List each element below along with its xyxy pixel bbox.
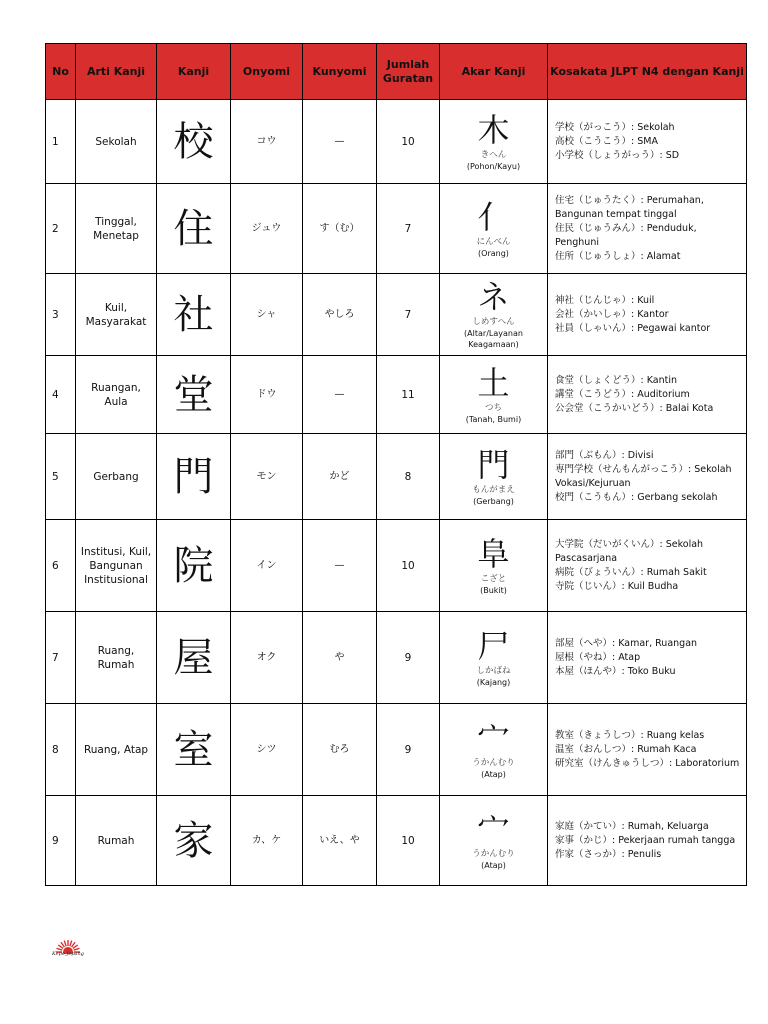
cell-no: 8 — [46, 704, 76, 796]
cell-jumlah: 8 — [377, 434, 440, 520]
cell-onyomi: カ、ケ — [231, 796, 303, 886]
cell-jumlah: 9 — [377, 612, 440, 704]
vocab-entry: 校門（こうもん）: Gerbang sekolah — [555, 491, 718, 503]
vocab-entry: 教室（きょうしつ）: Ruang kelas — [555, 729, 705, 741]
cell-kunyomi: やしろ — [303, 274, 377, 356]
vocab-entry: 作家（さっか）: Penulis — [555, 848, 662, 860]
akar-char: 亻 — [477, 197, 510, 236]
cell-kanji: 門 — [157, 434, 231, 520]
cell-akar — [440, 612, 548, 704]
header-kanji: Kanji — [157, 44, 231, 100]
akar-arti: (Orang) — [478, 248, 509, 258]
akar-char: 門 — [477, 445, 510, 484]
cell-arti: Rumah — [76, 796, 157, 886]
cell-onyomi: コウ — [231, 100, 303, 184]
cell-kosakata — [548, 356, 747, 434]
table-row — [46, 520, 747, 612]
cell-no: 4 — [46, 356, 76, 434]
cell-onyomi: シツ — [231, 704, 303, 796]
header-kunyomi: Kunyomi — [303, 44, 377, 100]
sun-ray — [57, 948, 63, 950]
cell-kanji: 室 — [157, 704, 231, 796]
cell-onyomi: ドウ — [231, 356, 303, 434]
table-row — [46, 612, 747, 704]
akar-arti: (Altar/Layanan Keagamaan) — [464, 329, 523, 349]
header-no: No — [46, 44, 76, 100]
vocab-entry: 公会堂（こうかいどう）: Balai Kota — [555, 402, 714, 414]
cell-kosakata — [548, 434, 747, 520]
cell-no: 9 — [46, 796, 76, 886]
cell-jumlah: 11 — [377, 356, 440, 434]
vocab-entry: 部門（ぶもん）: Divisi — [555, 449, 654, 461]
vocab-entry: 食堂（しょくどう）: Kantin — [555, 374, 678, 386]
cell-akar — [440, 274, 548, 356]
cell-no: 7 — [46, 612, 76, 704]
vocab-entry: 神社（じんじゃ）: Kuil — [555, 294, 655, 306]
header-akar: Akar Kanji — [440, 44, 548, 100]
cell-akar — [440, 434, 548, 520]
cell-onyomi: シャ — [231, 274, 303, 356]
cell-jumlah: 10 — [377, 520, 440, 612]
akar-reading: うかんむり — [472, 757, 515, 768]
cell-arti: Institusi, Kuil, Bangunan Institusional — [76, 520, 157, 612]
akar-char: ネ — [477, 278, 510, 316]
vocab-entry: 高校（こうこう）: SMA — [555, 135, 658, 147]
vocab-entry: 住民（じゅうみん）: Penduduk, Penghuni — [555, 222, 697, 248]
cell-kosakata — [548, 796, 747, 886]
cell-kunyomi: す（む） — [303, 184, 377, 274]
akar-char: 木 — [477, 110, 510, 149]
cell-kosakata — [548, 100, 747, 184]
cell-kanji: 院 — [157, 520, 231, 612]
header-onyomi: Onyomi — [231, 44, 303, 100]
akar-arti: (Gerbang) — [473, 496, 514, 506]
cell-kunyomi: — — [303, 520, 377, 612]
cell-arti: Ruangan, Aula — [76, 356, 157, 434]
table-row — [46, 704, 747, 796]
cell-kosakata — [548, 274, 747, 356]
cell-arti: Sekolah — [76, 100, 157, 184]
cell-akar — [440, 100, 548, 184]
cell-jumlah: 7 — [377, 184, 440, 274]
cell-kunyomi: — — [303, 356, 377, 434]
table-row — [46, 434, 747, 520]
sun-ray — [64, 941, 66, 947]
cell-kanji: 家 — [157, 796, 231, 886]
table-row — [46, 356, 747, 434]
vocab-entry: 家庭（かてい）: Rumah, Keluarga — [555, 820, 709, 832]
cell-onyomi: イン — [231, 520, 303, 612]
cell-kunyomi: — — [303, 100, 377, 184]
vocab-entry: 寺院（じいん）: Kuil Budha — [555, 580, 679, 592]
header-row — [46, 44, 747, 100]
vocab-entry: 部屋（へや）: Kamar, Ruangan — [555, 637, 698, 649]
akar-reading: つち — [484, 402, 502, 413]
cell-no: 2 — [46, 184, 76, 274]
vocab-entry: 小学校（しょうがっう）: SD — [555, 149, 680, 161]
cell-kanji: 住 — [157, 184, 231, 274]
vocab-entry: 会社（かいしゃ）: Kantor — [555, 308, 669, 320]
vocab-entry: 病院（びょういん）: Rumah Sakit — [555, 566, 707, 578]
cell-no: 6 — [46, 520, 76, 612]
header-kosakata: Kosakata JLPT N4 dengan Kanji — [548, 44, 747, 100]
cell-arti: Gerbang — [76, 434, 157, 520]
cell-kanji: 屋 — [157, 612, 231, 704]
cell-kanji: 校 — [157, 100, 231, 184]
akar-reading: しかばね — [476, 665, 511, 676]
cell-kunyomi: いえ、や — [303, 796, 377, 886]
cell-onyomi: ジュウ — [231, 184, 303, 274]
cell-kosakata — [548, 184, 747, 274]
table-row — [46, 100, 747, 184]
sun-ray — [70, 941, 72, 947]
vocab-entry: 屋根（やね）: Atap — [555, 651, 641, 663]
cell-akar — [440, 520, 548, 612]
cell-kanji: 社 — [157, 274, 231, 356]
akar-arti: (Kajang) — [476, 677, 511, 687]
akar-reading: もんがまえ — [472, 484, 515, 495]
cell-kunyomi: むろ — [303, 704, 377, 796]
akar-reading: うかんむり — [472, 848, 515, 859]
vocab-entry: 大学院（だいがくいん）: Sekolah Pascasarjana — [555, 538, 704, 564]
akar-arti: (Atap) — [481, 860, 506, 870]
cell-kanji: 堂 — [157, 356, 231, 434]
cell-jumlah: 10 — [377, 100, 440, 184]
logo — [50, 938, 86, 964]
vocab-entry: 温室（おんしつ）: Rumah Kaca — [555, 743, 697, 755]
vocab-entry: 専門学校（せんもんがっこう）: Sekolah Vokasi/Kejuruan — [555, 463, 732, 489]
akar-reading: きへん — [480, 149, 507, 160]
vocab-entry: 講堂（こうどう）: Auditorium — [555, 388, 690, 400]
akar-arti: (Pohon/Kayu) — [466, 161, 521, 171]
cell-jumlah: 10 — [377, 796, 440, 886]
vocab-entry: 社員（しゃいん）: Pegawai kantor — [555, 322, 711, 334]
cell-arti: Ruang, Rumah — [76, 612, 157, 704]
header-arti: Arti Kanji — [76, 44, 157, 100]
cell-no: 1 — [46, 100, 76, 184]
cell-arti: Ruang, Atap — [76, 704, 157, 796]
cell-akar — [440, 704, 548, 796]
akar-char: 尸 — [477, 626, 510, 665]
vocab-entry: 家事（かじ）: Pekerjaan rumah tangga — [555, 834, 736, 846]
cell-onyomi: モン — [231, 434, 303, 520]
akar-arti: (Atap) — [481, 769, 506, 779]
cell-kosakata — [548, 520, 747, 612]
vocab-entry: 住所（じゅうしょ）: Alamat — [555, 250, 681, 262]
cell-arti: Kuil, Masyarakat — [76, 274, 157, 356]
cell-jumlah: 7 — [377, 274, 440, 356]
header-jumlah: Jumlah Guratan — [377, 44, 440, 100]
kanji-table — [45, 43, 747, 886]
cell-onyomi: オク — [231, 612, 303, 704]
akar-reading: しめすへん — [472, 317, 515, 327]
cell-akar — [440, 184, 548, 274]
akar-char: 宀 — [477, 809, 510, 848]
table-row — [46, 184, 747, 274]
vocab-entry: 本屋（ほんや）: Toko Buku — [555, 665, 676, 677]
akar-char: 阜 — [477, 534, 510, 573]
table-row — [46, 796, 747, 886]
cell-kosakata — [548, 612, 747, 704]
cell-no: 3 — [46, 274, 76, 356]
akar-char: 土 — [477, 363, 510, 402]
cell-kunyomi: かど — [303, 434, 377, 520]
logo-text: Kepo Jepang — [52, 951, 84, 957]
table-row — [46, 274, 747, 356]
vocab-entry: 学校（がっこう）: Sekolah — [555, 121, 675, 133]
akar-reading: にんべん — [476, 236, 511, 247]
akar-arti: (Tanah, Bumi) — [465, 414, 522, 424]
cell-arti: Tinggal, Menetap — [76, 184, 157, 274]
cell-akar — [440, 356, 548, 434]
cell-akar — [440, 796, 548, 886]
table-body — [46, 100, 747, 886]
vocab-entry: 住宅（じゅうたく）: Perumahan, Bangunan tempat tinggal — [555, 194, 704, 220]
sun-ray — [74, 948, 80, 950]
cell-no: 5 — [46, 434, 76, 520]
cell-kosakata — [548, 704, 747, 796]
akar-reading: こざと — [480, 573, 507, 584]
akar-arti: (Bukit) — [480, 585, 507, 595]
cell-jumlah: 9 — [377, 704, 440, 796]
akar-char: 宀 — [477, 718, 510, 757]
cell-kunyomi: や — [303, 612, 377, 704]
vocab-entry: 研究室（けんきゅうしつ）: Laboratorium — [555, 757, 740, 769]
